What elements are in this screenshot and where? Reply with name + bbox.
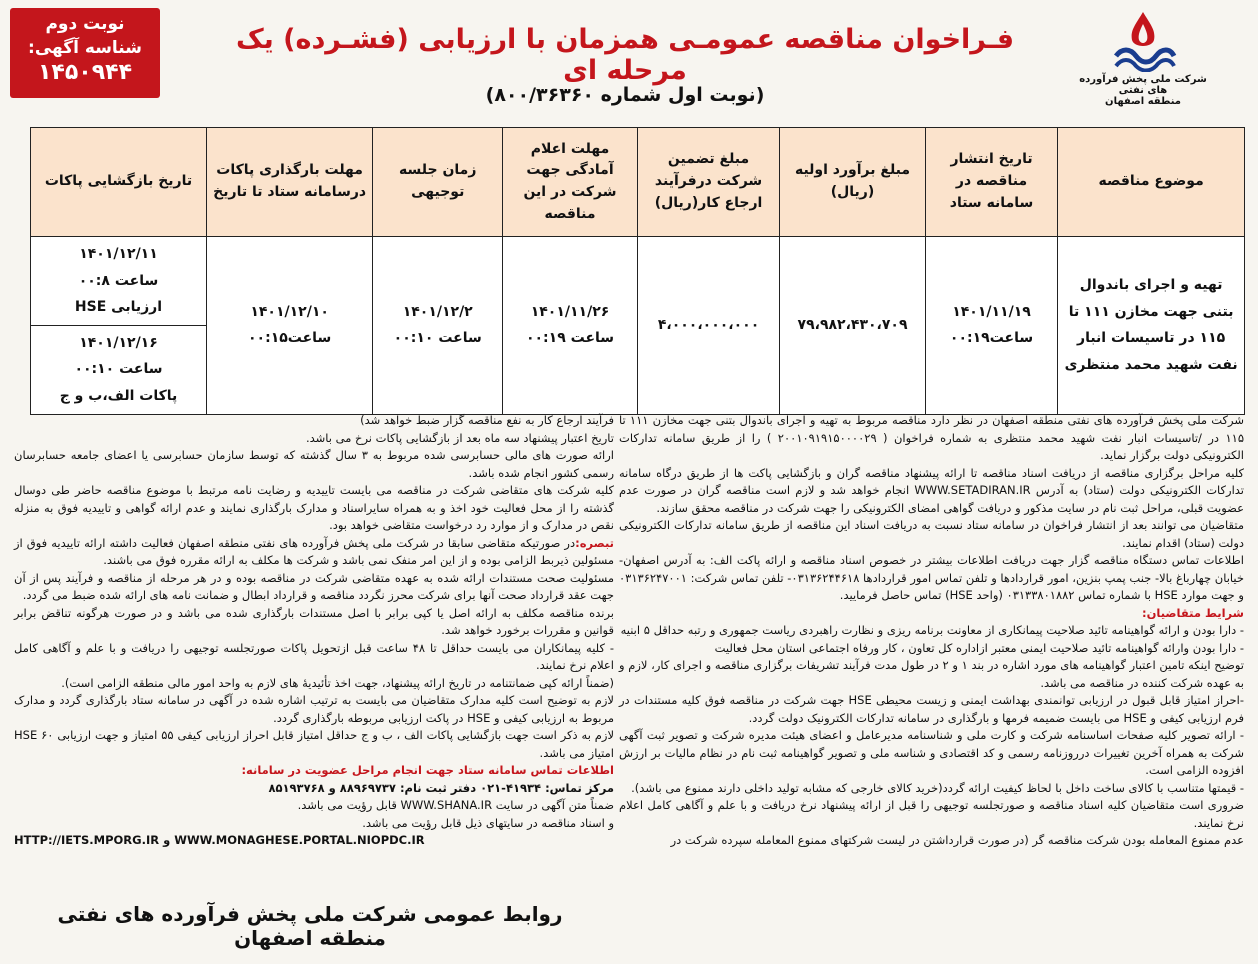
condition-item: عدم ممنوع المعامله بودن شرکت مناقصه گر (در صورت قرارداشتن در لیست شرکتهای ممنوع المعامله سپرده شرکت در — [670, 833, 1244, 847]
publish-time: ساعت۰۰:۱۹ — [949, 330, 1034, 347]
link-iets[interactable]: HTTP://IETS.MPORG.IR — [14, 833, 160, 847]
paragraph-intro: شرکت ملی پخش فرآورده های نفتی منطقه اصفهان در نظر دارد مناقصه مربوط به تهیه و اجرای باندوال بتنی جهت مخازن ۱۱۱ تا ۱۱۵ در /تاسیسات انبار نفت شهید محمد منتظری به شماره فراخوان ( ۲۰۰۱۰۹۱۹۱۵۰۰۰۰۲۹ ) را از طریق سامانه تدارکات الکترونیکی دولت برگزار نماید. — [619, 413, 1244, 462]
condition-item: - ارائه تصویر کلیه صفحات اساسنامه شرکت و کارت ملی و شناسنامه مدیرعامل و اعضای هیئت مدیره شرکت و تصویر ثبت آگهی شرکت به همراه آخرین تغییرات درروزنامه رسمی و کد اقتصادی و شناسه ملی و تصویر گواهینامه ثبت نام در نظام مالیات بر ارزش افزوده الزامی است. — [619, 728, 1244, 777]
cell-opening-packets — [31, 325, 207, 414]
table-row — [31, 237, 1245, 326]
link-monaghese[interactable]: WWW.MONAGHESE.PORTAL.NIOPDC.IR — [174, 833, 425, 847]
left-paragraph: لازم به ذکر است جهت بازگشایی پاکات الف ، ب و ج حداقل امتیاز قابل احراز ارزیابی کیفی ۵۵ امتیاز و جهت ارزیابی HSE ۶۰ امتیاز می باشد. — [14, 728, 615, 760]
company-logo — [1068, 10, 1218, 107]
cell-opening-hse — [31, 237, 207, 326]
sites-links-line — [14, 832, 614, 850]
header-upload: مهلت بارگذاری پاکات درسامانه ستاد تا تاریخ — [206, 128, 372, 237]
contact-title: اطلاعات تماس سامانه ستاد جهت انجام مراحل عضویت در سامانه: — [241, 763, 614, 777]
condition-item: توضیح اینکه تامین اعتبار گواهینامه های مورد اشاره در بند ۱ و ۲ در طول مدت فرآیند تشریفات برگزاری مناقصه و اجرای کار، لازم و به عهده شرکت کننده در مناقصه می باشد. — [619, 658, 1244, 690]
announce-time: ساعت ۰۰:۱۹ — [525, 330, 615, 347]
notice-id-value: ۱۴۵۰۹۴۴ — [38, 60, 132, 85]
cell-announce — [503, 237, 638, 415]
header-publish: تاریخ انتشار مناقصه در سامانه ستاد — [925, 128, 1057, 237]
meeting-date: ۱۴۰۱/۱۲/۲ — [402, 303, 473, 320]
left-paragraph: کلیه شرکت های متقاضی شرکت در مناقصه می بایست تاییدیه و رضایت نامه مرتبط با موضوع مناقصه حاضر طی دوسال گذشته را از محل فعالیت خود اخذ و به همراه سایراسناد و مدارک بارگذاری نمایند و عدم ارائه گواهی و تاییدیه فوق به منزله نقص در مدارک و از موارد رد درخواست متقاضی خواهد بود. — [14, 483, 614, 532]
link-and: و — [163, 833, 171, 847]
flame-logo-icon — [1108, 10, 1178, 72]
condition-item: -احراز امتیاز قابل قبول در ارزیابی توانمندی بهداشت ایمنی و زیست محیطی HSE جهت شرکت در مناقصه فوق کلیه مستندات در فرم ارزیابی کیفی و HSE می بایست ضمیمه فرمها و بارگذاری در سامانه تدارکات الکترونیک دولت گردد. — [619, 693, 1244, 725]
notice-round: نوبت دوم — [45, 14, 125, 34]
contact-phones: مرکز تماس: ۴۱۹۳۴-۰۲۱ دفتر ثبت نام: ۸۸۹۶۹۷۳۷ و ۸۵۱۹۳۷۶۸ — [268, 780, 614, 795]
notice-title: فـراخوان مناقصه عمومـی همزمان با ارزیابی (فشـرده) یک مرحله ای — [235, 24, 1015, 86]
publish-date: ۱۴۰۱/۱۱/۱۹ — [952, 303, 1031, 320]
header-opening: تاریخ بازگشایی پاکات — [31, 128, 207, 237]
header-estimate: مبلغ برآورد اولیه (ریال) — [780, 128, 926, 237]
meeting-time: ساعت ۰۰:۱۰ — [393, 330, 482, 347]
cell-subject: تهیه و اجرای باندوال بتنی جهت مخازن ۱۱۱ تا ۱۱۵ در تاسیسات انبار نفت شهید محمد منتظری — [1058, 237, 1245, 415]
left-paragraph: لازم به توضیح است کلیه مدارک متقاضیان می بایست به ترتیب اشاره شده در آگهی در سامانه ستاد بارگذاری گردد و مدارک مربوط به ارزیابی کیفی و HSE در پاکت ارزیابی مربوطه بارگذاری گردد. — [14, 693, 614, 725]
shana-site-line: ضمناً متن آگهی در سایت WWW.SHANA.IR قابل رؤیت می باشد. — [297, 798, 614, 812]
tender-table — [30, 127, 1245, 415]
opening2-time: ساعت ۰۰:۱۰ — [74, 361, 163, 378]
opening2-date: ۱۴۰۱/۱۲/۱۶ — [79, 334, 158, 351]
opening1-date: ۱۴۰۱/۱۲/۱۱ — [79, 246, 158, 262]
cell-guarantee: ۴،۰۰۰،۰۰۰،۰۰۰ — [637, 237, 779, 415]
logo-region-name: منطقه اصفهان — [1105, 96, 1181, 107]
left-text-column — [14, 412, 614, 850]
public-relations-footer: روابط عمومی شرکت ملی پخش فرآورده های نفتی منطقه اصفهان — [57, 902, 563, 950]
upload-time: ساعت۰۰:۱۵ — [248, 330, 332, 347]
header-meeting: زمان جلسه توجیهی — [373, 128, 503, 237]
condition-item: ضروری است متقاضیان کلیه اسناد مناقصه و صورتجلسه توجیهی را قبل از ارائه پیشنهاد نرخ دریافت و با علم و آگاهی کامل اعلام نرخ نمایند. — [619, 798, 1244, 830]
left-paragraph: مسئولیت صحت مستندات ارائه شده به عهده متقاضی شرکت در مناقصه بوده و در هر مرحله از مناقصه و فرآیند پس از آن جهت عقد قرارداد صحت آنها برای شرکت محرز نگردد مناقصه و قرارداد ابطال و ضمانت نامه های ارائه شده ضبط می گردد. — [14, 570, 614, 602]
cell-publish — [925, 237, 1057, 415]
announce-date: ۱۴۰۱/۱۱/۲۶ — [530, 303, 610, 320]
notice-subtitle: (نوبت اول شماره ۸۰۰/۳۶۳۶۰) — [485, 84, 765, 106]
opening1-note: ارزیابی HSE — [74, 299, 163, 316]
opening2-note: پاکات الف،ب و ج — [59, 387, 178, 404]
note-label: تبصره: — [575, 535, 614, 550]
cell-estimate: ۷۹،۹۸۲،۴۳۰،۷۰۹ — [780, 237, 926, 415]
left-paragraph: (ضمناً ارائه کپی ضمانتنامه در تاریخ ارائه پیشنهاد، جهت اخذ تأئیدیۀ های لازم به واحد امور مالی منطقه الزامی است). — [61, 675, 614, 690]
cell-meeting — [373, 237, 503, 415]
note-text: در صورتیکه متقاضی سابقا در شرکت ملی پخش فرآورده های نفتی منطقه اصفهان فعالیت داشته ارائه تاییدیه فوق از مسئولین ذیربط الزامی بوده و از این امر منفک نمی باشد و شرکت ها مکلف به ارائه مقرره فوق می باشند. — [14, 535, 614, 567]
paragraph-contact: اطلاعات تماس دستگاه مناقصه گزار جهت دریافت اطلاعات بیشتر در خصوص اسناد مناقصه و ارائه پاکت الف: به آدرس اصفهان- خیابان چهارباغ بالا- جنب پمپ بنزین، امور قراردادها و تلفن تماس امور قراردادها ۰۳۱۳۶۲۴۴۶۱۸- تلفن تماس شرکت: ۰۳۱۳۶۲۴۷۰۰۱ و جهت موارد HSE با شماره تماس ۰۳۱۳۳۸۰۱۸۸۲ (واحد HSE) تماس حاصل فرمایید. — [619, 553, 1244, 602]
left-paragraph: تاریخ اعتبار پیشنهاد سه ماه بعد از بازگشایی پاکات نرخ می باشد. — [305, 430, 614, 445]
header-subject: موضوع مناقصه — [1058, 128, 1245, 237]
condition-item: - دارا بودن و ارائه گواهینامه تائید صلاحیت پیمانکاری از معاونت برنامه ریزی و نظارت راهبردی ریاست جمهوری و رتبه حداقل ۵ ابنیه — [620, 623, 1244, 637]
notice-id-box — [10, 8, 160, 98]
notice-id-label: شناسه آگهی: — [28, 38, 142, 58]
left-paragraph: - کلیه پیمانکاران می بایست حداقل تا ۴۸ ساعت قبل ازتحویل پاکات صورتجلسه توجیهی را دریافت و با علم و آگاهی کامل اعلام نرخ نمایند. — [14, 640, 614, 672]
header-guarantee: مبلغ تضمین شرکت درفرآیند ارجاع کار(ریال) — [637, 128, 779, 237]
conditions-title: شرایط متقاضیان: — [1142, 605, 1244, 620]
table-header-row — [31, 128, 1245, 237]
sites-intro-line: و اسناد مناقصه در سایتهای ذیل قابل رؤیت می باشد. — [362, 815, 614, 830]
upload-date: ۱۴۰۱/۱۲/۱۰ — [250, 303, 329, 320]
left-paragraph: ارائه صورت های مالی حسابرسی شده مربوط به ۳ سال گذشته که توسط سازمان حسابرسی یا اعضای جامعه حسابرسان رسمی کشور انجام شده باشد. — [14, 448, 614, 480]
opening1-time: ساعت ۰۰:۸ — [78, 272, 159, 289]
left-paragraph: فرآیند ارجاع کار به نفع مناقصه گزار ضبط خواهد شد) — [360, 413, 614, 427]
left-paragraph: برنده مناقصه مکلف به ارائه اصل یا کپی برابر با اصل مستندات بارگذاری شده می باشد و در صورت هرگونه تناقض برابر قوانین و مقررات برخورد خواهد شد. — [14, 605, 614, 637]
paragraph-documents: متقاضیان می توانند بعد از انتشار فراخوان در سامانه ستاد نسبت به دریافت اسناد این مناقصه از طریق سامانه تدارکات الکترونیکی دولت (ستاد) اقدام نمایند. — [619, 518, 1244, 550]
logo-company-name: شرکت ملی پخش فرآورده های نفتی — [1079, 74, 1207, 96]
header-announce: مهلت اعلام آمادگی جهت شرکت در این مناقصه — [503, 128, 638, 237]
condition-item: - دارا بودن وارائه گواهینامه تائید صلاحیت ایمنی معتبر ازاداره کل تعاون ، کار ورفاه اجتماعی استان محل فعالیت — [714, 640, 1244, 655]
right-text-column — [619, 412, 1244, 850]
paragraph-process: کلیه مراحل برگزاری مناقصه از دریافت اسناد مناقصه تا ارائه پیشنهاد مناقصه گران و بازگشایی پاکت ها از طریق درگاه سامانه تدارکات الکترونیکی دولت (ستاد) به آدرس WWW.SETADIRAN.IR انجام خواهد شد و لازم است مناقصه گران در صورت عدم عضویت قبلی، مراحل ثبت نام در سایت مذکور و دریافت گواهی امضای الکترونیکی را جهت شرکت در مناقصه محقق سازند. — [619, 465, 1244, 515]
note-paragraph — [14, 535, 614, 570]
condition-item: - قیمتها متناسب با کالای ساخت داخل با لحاظ کیفیت ارائه گردد(خرید کالای خارجی که مشابه تولید داخلی دارند ممنوع می باشد). — [631, 780, 1244, 795]
cell-upload — [206, 237, 372, 415]
